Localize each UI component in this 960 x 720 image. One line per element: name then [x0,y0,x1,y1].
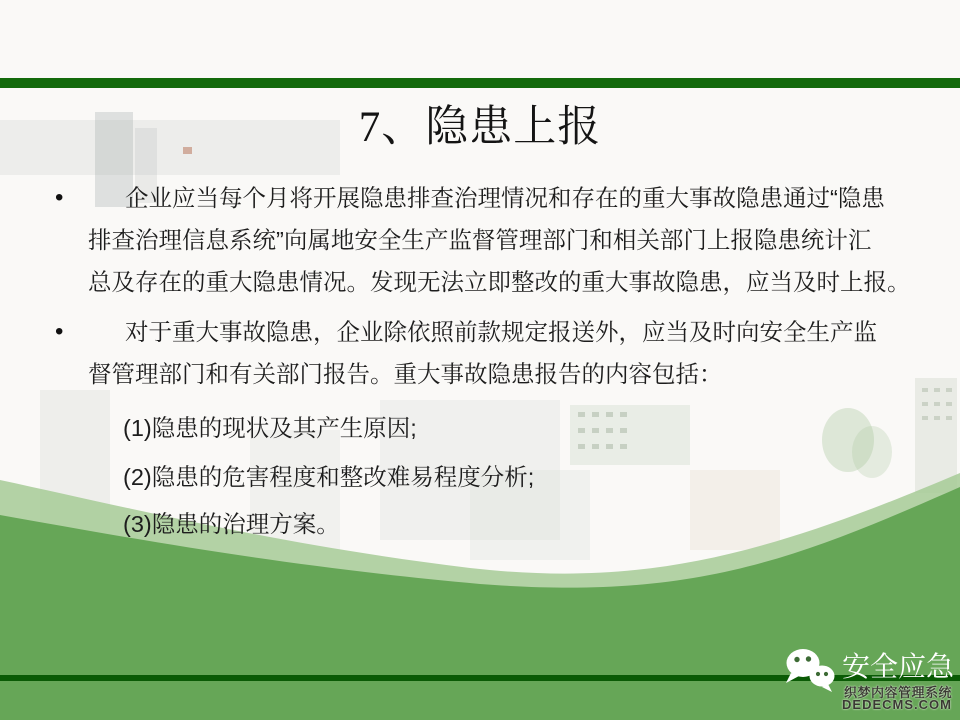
slide-title: 7、隐患上报 [358,104,602,151]
text-line: 对于重大事故隐患，企业除依照前款规定报送外，应当及时向安全生产监 [125,319,877,345]
brand-name: 安全应急 [842,651,955,682]
text-line: 企业应当每个月将开展隐患排查治理情况和存在的重大事故隐患通过“隐患 [125,185,885,211]
watermark-line1: 织梦内容管理系统 [843,685,952,700]
numbered-item-2: (2)隐患的危害程度和整改难易程度分析; [123,464,535,490]
wechat-icon [782,646,838,698]
numbered-item-3: (3)隐患的治理方案。 [123,511,340,537]
watermark-line2: DEDECMS.COM [842,697,952,712]
numbered-item-1: (1)隐患的现状及其产生原因; [123,415,417,441]
bullet-icon: • [55,318,64,345]
text-line: 督管理部门和有关部门报告。重大事故隐患报告的内容包括： [88,361,723,387]
top-divider-bar [0,78,960,88]
text-line: 总及存在的重大隐患情况。发现无法立即整改的重大事故隐患，应当及时上报。 [88,269,911,295]
text-line: 排查治理信息系统”向属地安全生产监督管理部门和相关部门上报隐患统计汇 [88,227,872,253]
bullet-item-2 [55,311,924,395]
bullet-icon: • [55,184,64,211]
bullet-item-1 [55,177,924,303]
